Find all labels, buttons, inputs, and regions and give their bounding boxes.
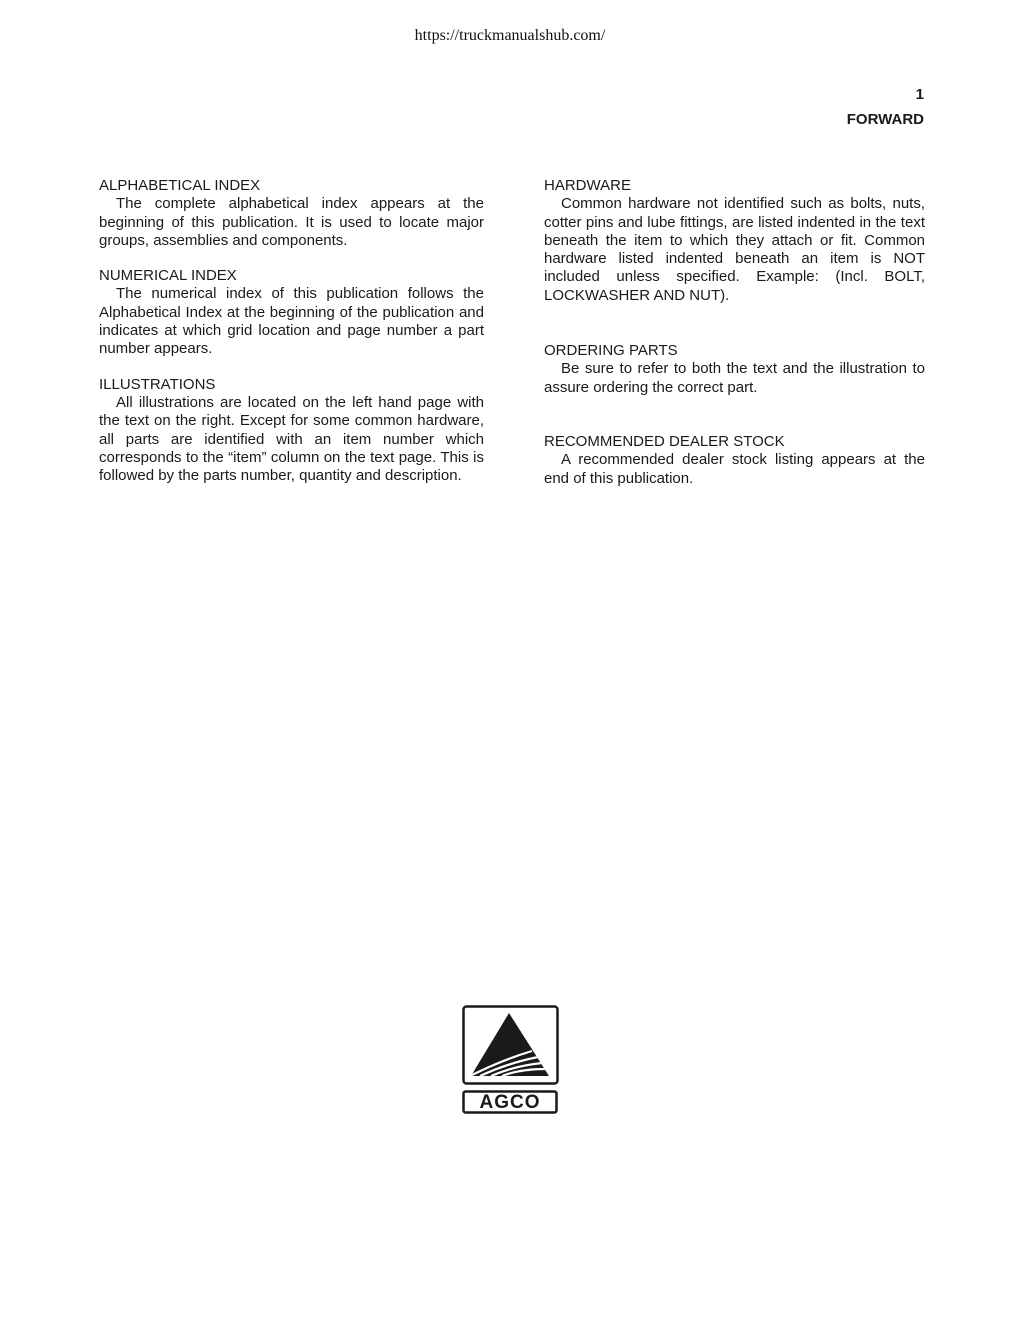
section-body: A recommended dealer stock listing appears at the end of this publication. [544,451,925,487]
section-heading: RECOMMENDED DEALER STOCK [544,432,785,450]
left-column [99,177,484,502]
right-column [544,177,925,488]
section-heading: ALPHABETICAL INDEX [99,177,261,194]
section-heading: ORDERING PARTS [544,342,678,360]
source-url: https://truckmanualshub.com/ [414,27,606,44]
section-heading: ILLUSTRATIONS [99,375,216,393]
section-body: The complete alphabetical index appears at the beginning of this publication. It is used to locate major groups, assemblies and components. [99,195,484,249]
section-hardware [544,177,925,305]
section-ordering-parts [544,342,925,397]
section-body: Common hardware not identified such as bolts, nuts, cotter pins and lube fittings, are listed indented in the text beneath the item to which they attach or fit. Common hardware listed indented beneath an item is NOT included unless specified. Example: (Incl. BOLT, LOCKWASHER AND NUT). [544,195,925,304]
section-body: Be sure to refer to both the text and the illustration to assure ordering the correct part. [544,360,925,396]
section-title: FORWARD [846,111,924,128]
section-body: All illustrations are located on the left hand page with the text on the right. Except for some common hardware, all parts are identified with an item number which corresponds to the “item” column on the text page. This is followed by the parts number, quantity and description. [99,393,484,485]
section-alphabetical-index [99,177,484,250]
section-recommended-dealer-stock [544,433,925,488]
section-numerical-index [99,267,484,358]
page-number: 1 [915,86,924,103]
section-illustrations [99,376,484,486]
section-body: The numerical index of this publication follows the Alphabetical Index at the beginning of the publication and indicates at which grid location and page number a part number appears. [99,285,484,358]
agco-wordmark: AGCO [479,1091,541,1113]
section-heading: NUMERICAL INDEX [99,267,237,285]
section-heading: HARDWARE [544,177,631,194]
